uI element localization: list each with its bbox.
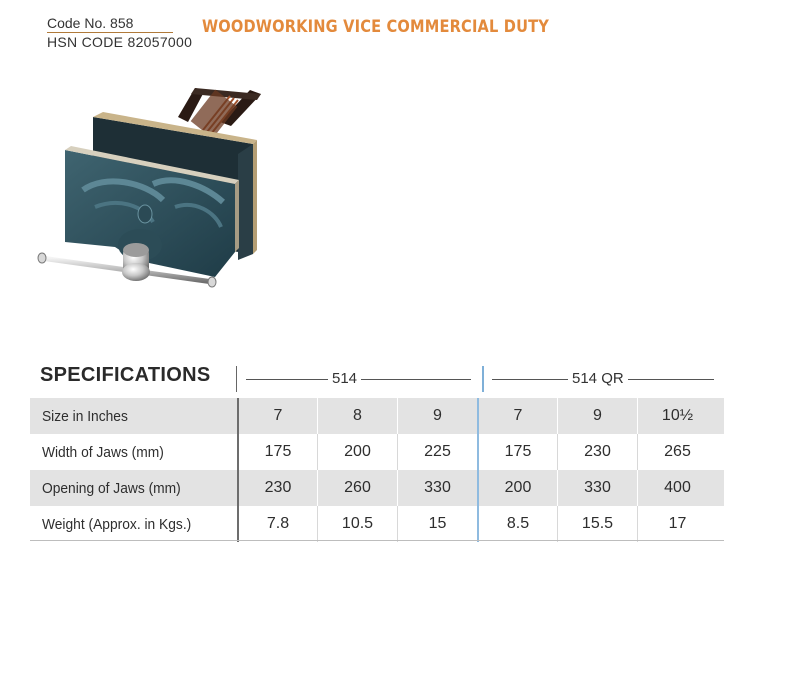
table-cell: 10½ xyxy=(637,398,717,434)
table-row xyxy=(30,398,724,434)
group-divider xyxy=(482,366,484,392)
woodworking-vice-icon xyxy=(35,82,265,297)
table-cell: 10.5 xyxy=(317,506,397,542)
table-cell: 7.8 xyxy=(237,506,317,542)
specifications-header xyxy=(30,362,724,398)
group-label-514-qr: 514 QR xyxy=(568,370,628,387)
group-label-514: 514 xyxy=(328,370,361,387)
table-cell: 8.5 xyxy=(477,506,557,542)
table-cell: 7 xyxy=(477,398,557,434)
table-cell: 17 xyxy=(637,506,717,542)
code-block xyxy=(47,14,192,51)
table-cell: 8 xyxy=(317,398,397,434)
table-cell: 175 xyxy=(237,434,317,470)
table-cell: 260 xyxy=(317,470,397,506)
specifications-title: SPECIFICATIONS xyxy=(40,364,211,386)
specifications-table xyxy=(30,362,724,542)
table-cell: 200 xyxy=(317,434,397,470)
table-cell: 7 xyxy=(237,398,317,434)
table-cell: 225 xyxy=(397,434,477,470)
row-label: Opening of Jaws (mm) xyxy=(41,479,181,497)
table-bottom-rule xyxy=(30,540,724,541)
table-cell: 15 xyxy=(397,506,477,542)
table-cell: 9 xyxy=(557,398,637,434)
row-label: Weight (Approx. in Kgs.) xyxy=(41,515,192,533)
table-cell: 15.5 xyxy=(557,506,637,542)
column-divider xyxy=(236,366,237,392)
code-number: Code No. 858 xyxy=(47,14,173,33)
table-row xyxy=(30,470,724,506)
table-cell: 175 xyxy=(477,434,557,470)
table-cell: 230 xyxy=(237,470,317,506)
row-label: Size in Inches xyxy=(41,407,128,425)
product-title: WOODWORKING VICE COMMERCIAL DUTY xyxy=(202,17,550,37)
table-cell: 200 xyxy=(477,470,557,506)
table-cell: 230 xyxy=(557,434,637,470)
table-cell: 9 xyxy=(397,398,477,434)
hsn-code: HSN CODE 82057000 xyxy=(47,34,193,50)
table-row xyxy=(30,434,724,470)
row-label: Width of Jaws (mm) xyxy=(41,443,164,461)
table-cell: 330 xyxy=(397,470,477,506)
table-cell: 330 xyxy=(557,470,637,506)
table-cell: 265 xyxy=(637,434,717,470)
table-cell: 400 xyxy=(637,470,717,506)
table-row xyxy=(30,506,724,542)
